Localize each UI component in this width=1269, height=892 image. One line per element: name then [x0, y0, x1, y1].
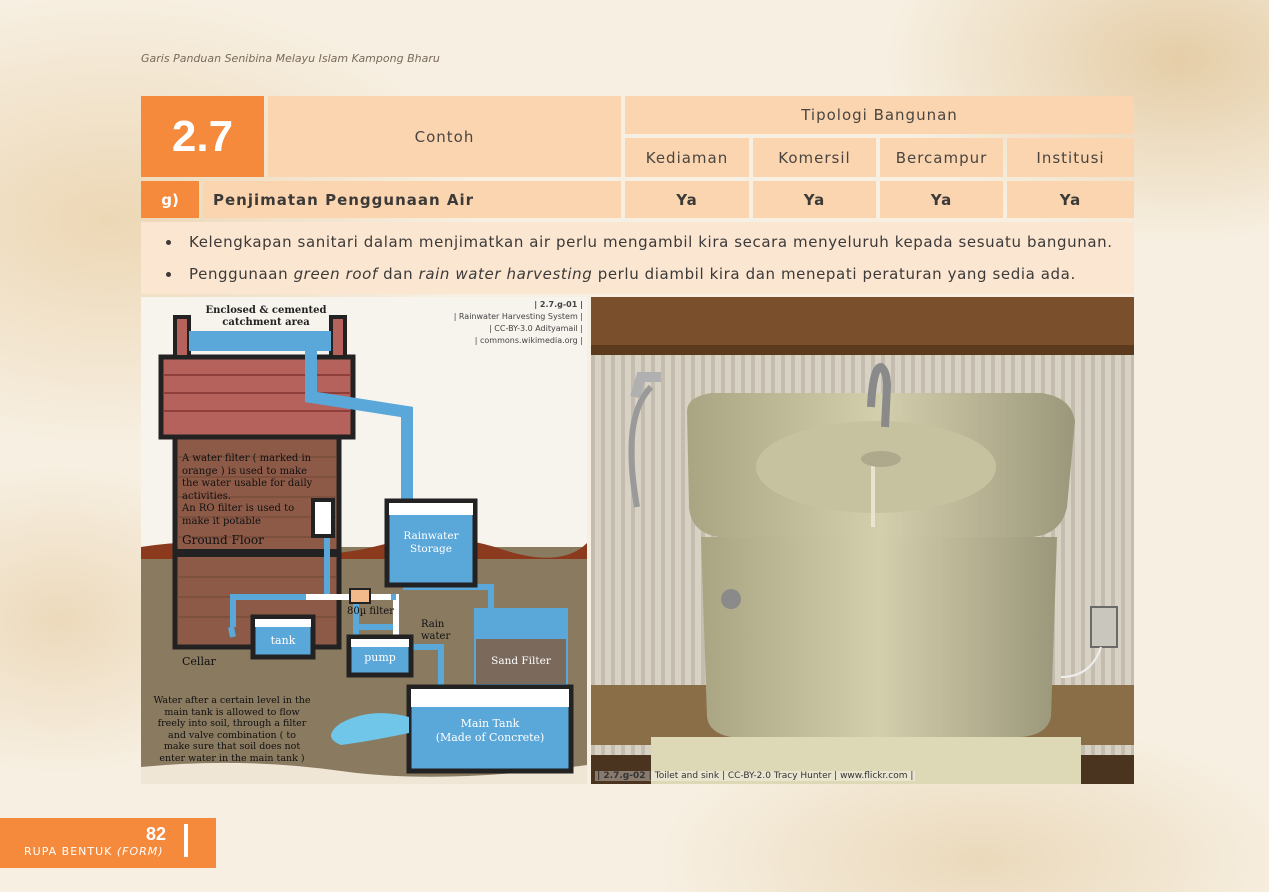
typology-institusi: Institusi	[1036, 148, 1105, 167]
overflow-note-6: enter water in the main tank )	[159, 752, 305, 764]
rainwater-storage-label	[391, 530, 471, 556]
pump-label: pump	[364, 651, 396, 664]
filter-80-label: 80µ filter	[347, 606, 394, 617]
filter-note	[182, 453, 312, 528]
bullet-text-2b: dan	[377, 265, 419, 283]
bullet-em-rain-water: rain water harvesting	[418, 265, 593, 283]
overflow-note-5: make sure that soil does not	[163, 741, 301, 752]
footer-section-tab	[0, 818, 216, 868]
figure1-caption-line2: | Rainwater Harvesting System |	[453, 312, 583, 321]
item-title: Penjimatan Penggunaan Air	[213, 190, 475, 209]
overflow-note-4: and valve combination ( to	[168, 729, 296, 741]
filter-note-6: make it potable	[182, 515, 261, 527]
page-number: 82	[146, 824, 167, 844]
rainwater-harvesting-figure	[141, 297, 587, 784]
toilet-sink-illustration	[591, 297, 1134, 784]
bullet-text-1: Kelengkapan sanitari dalam menjimatkan air perlu mengambil kira secara menyeluruh kepada sesuatu bangunan.	[189, 233, 1113, 251]
filter-note-5: An RO filter is used to	[182, 503, 295, 514]
typology-cell-komersil	[753, 138, 876, 177]
figure2-caption-text: Toilet and sink | CC-BY-2.0 Tracy Hunter | www.flickr.com |	[651, 771, 914, 781]
roof-label-line1: Enclosed & cemented	[205, 305, 327, 316]
footer-section-text: RUPA BENTUK	[24, 845, 117, 858]
bullet-text-2c: perlu diambil kira dan menepati peraturan yang sedia ada.	[592, 265, 1076, 283]
answer-institusi: Ya	[1059, 190, 1082, 209]
section-number: 2.7	[171, 111, 234, 161]
overflow-note-3: freely into soil, through a filter	[157, 718, 307, 729]
footer-section-label	[24, 845, 164, 858]
rain-water-label-2: water	[421, 631, 451, 642]
item-letter: g)	[161, 190, 179, 209]
overflow-note-1: Water after a certain level in the	[153, 695, 311, 706]
answer-cell-institusi	[1007, 181, 1134, 218]
answer-kediaman: Ya	[676, 190, 698, 209]
filter-note-1: A water filter ( marked in	[182, 453, 312, 464]
overflow-note	[147, 695, 317, 764]
typology-cell-bercampur	[880, 138, 1003, 177]
bullet-text-2a: Penggunaan	[189, 265, 294, 283]
figure2-caption-id: | 2.7.g-02 |	[597, 771, 652, 781]
answer-bercampur: Ya	[930, 190, 953, 209]
typology-kediaman: Kediaman	[645, 148, 729, 167]
toilet-sink-photo	[591, 297, 1134, 784]
bullet-em-green-roof: green roof	[293, 265, 378, 283]
answer-cell-komersil	[753, 181, 876, 218]
roof-label-line2: catchment area	[222, 317, 310, 328]
figure1-caption	[454, 299, 583, 347]
rainwater-storage-label-2: Storage	[410, 543, 452, 555]
main-tank-label-2: (Made of Concrete)	[435, 731, 545, 744]
answer-cell-bercampur	[880, 181, 1003, 218]
footer-divider	[184, 824, 188, 857]
typology-cell-institusi	[1007, 138, 1134, 177]
main-tank-label	[413, 717, 567, 745]
section-number-cell	[141, 96, 264, 177]
typology-header: Tipologi Bangunan	[801, 106, 958, 124]
answer-komersil: Ya	[803, 190, 826, 209]
bullet-item-1	[189, 226, 1134, 258]
footer-section-em: (FORM)	[116, 845, 164, 858]
figure1-caption-line4: | commons.wikimedia.org |	[474, 336, 583, 345]
example-header-cell	[268, 96, 621, 177]
rainwater-storage-label-1: Rainwater	[403, 530, 459, 542]
rain-water-label	[421, 619, 450, 643]
bullet-item-2	[189, 258, 1134, 290]
item-title-cell	[203, 181, 621, 218]
rain-water-label-1: Rain	[421, 619, 445, 630]
bullet-list	[141, 222, 1134, 294]
cellar-label: Cellar	[182, 655, 216, 668]
roof-label	[201, 305, 331, 329]
figure1-caption-line3: | CC-BY-3.0 Adityamail |	[489, 324, 583, 333]
tank-label: tank	[270, 634, 296, 647]
figure1-caption-id: | 2.7.g-01 |	[534, 300, 583, 309]
typology-bercampur: Bercampur	[895, 148, 988, 167]
answer-cell-kediaman	[625, 181, 749, 218]
filter-note-4: activities.	[182, 490, 232, 502]
example-header: Contoh	[414, 127, 475, 146]
item-letter-cell	[141, 181, 199, 218]
ground-floor-label: Ground Floor	[182, 533, 264, 547]
overflow-note-2: main tank is allowed to flow	[164, 706, 300, 718]
typology-komersil: Komersil	[778, 148, 851, 167]
typology-header-cell	[625, 96, 1134, 134]
typology-cell-kediaman	[625, 138, 749, 177]
filter-note-3: the water usable for daily	[182, 478, 313, 489]
filter-note-2: orange ) is used to make	[182, 465, 307, 477]
sand-filter-label: Sand Filter	[491, 655, 551, 667]
figure2-caption	[595, 771, 915, 781]
main-tank-label-1: Main Tank	[460, 717, 520, 730]
running-head: Garis Panduan Senibina Melayu Islam Kampong Bharu	[141, 52, 440, 65]
